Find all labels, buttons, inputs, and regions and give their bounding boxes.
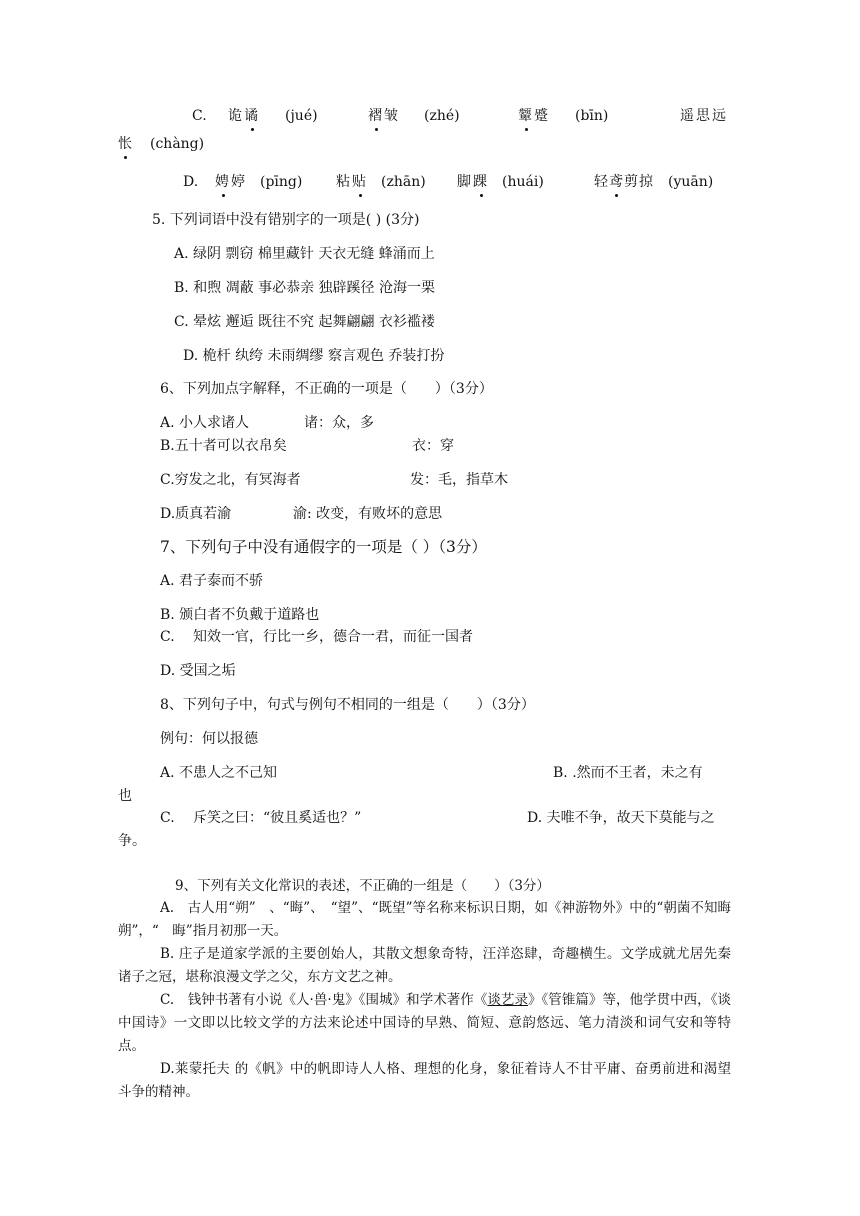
q8-example: 例句：何以报德: [160, 731, 258, 747]
q6-option-a: [0, 414, 860, 436]
q8-b-wrap: 也: [118, 788, 132, 804]
q4-d-label: D.: [183, 174, 199, 190]
q4-option-c: [0, 107, 860, 129]
q4-d-pinyin1: (pīng): [260, 174, 303, 190]
q6-option-c: [0, 471, 860, 493]
q6-c-explanation: 发：毛，指草木: [410, 472, 508, 488]
q4-c-pinyin1: (jué): [285, 108, 318, 124]
q7-c-label: C.: [160, 629, 175, 645]
q4-d-word2: 粘贴: [336, 174, 368, 190]
q7-stem: 7、下列句子中没有通假字的一项是（ ）（3分）: [160, 538, 487, 556]
q6-option-d: [0, 505, 860, 527]
q6-b-text: B.五十者可以衣帛矣: [160, 438, 287, 454]
q4-c-label: C.: [192, 108, 207, 124]
q4-d-word1: 娉婷: [215, 174, 247, 190]
q7-option-a: A. 君子泰而不骄: [160, 573, 264, 589]
q6-d-explanation: 渝: 改变，有败坏的意思: [293, 506, 443, 522]
q4-c-word2: 褶皱: [368, 108, 400, 124]
q5-stem: 5. 下列词语中没有错别字的一项是( ) (3分): [152, 212, 420, 228]
q6-c-text: C.穷发之北，有冥海者: [160, 472, 301, 488]
q8-options-cd: [0, 809, 860, 831]
q4-c-pinyin2: (zhé): [424, 108, 460, 124]
q8-b-text: B. .然而不王者，未之有: [553, 765, 703, 781]
q5-option-c: C. 晕炫 邂逅 既往不究 起舞翩翩 衣衫褴褛: [174, 314, 435, 330]
q4-c-word3: 颦蹙: [518, 108, 550, 124]
q4-option-d: [0, 173, 860, 195]
q7-c-text: 知效一官，行比一乡，德合一君，而征一国者: [193, 629, 473, 645]
q8-a-text: A. 不患人之不己知: [160, 765, 278, 781]
q4-d-pinyin2: (zhān): [381, 174, 426, 190]
q6-b-explanation: 衣：穿: [412, 438, 454, 454]
q7-option-c: [0, 628, 860, 650]
q5-option-b: B. 和煦 凋蔽 事必恭亲 独辟蹊径 沧海一栗: [174, 280, 435, 296]
q4-d-pinyin4: (yuān): [668, 174, 714, 190]
q4-d-word3: 脚踝: [457, 174, 489, 190]
q9-option-d: D.莱蒙托夫 的《帆》中的帆即诗人人格、理想的化身，象征着诗人不甘平庸、奋勇前进和渴望斗争的精神。: [118, 1061, 731, 1100]
q9-option-c: C. 钱钟书著有小说《人·兽·鬼》《围城》和学术著作《谈艺录》《管锥篇》等，他学贯中西，《谈中国诗》一文即以比较文学的方法来论述中国诗的早熟、简短、意韵悠远、笔力清淡和词气安和等特点。: [118, 992, 732, 1054]
q6-d-text: D.质真若渝: [160, 506, 232, 522]
q7-option-b: B. 颁白者不负戴于道路也: [160, 607, 320, 623]
q8-d-text: D. 夫唯不争，故天下莫能与之: [527, 810, 715, 826]
q4-c-word4b: 怅: [118, 136, 132, 152]
q4-c-word4a: 遥思远: [680, 108, 728, 124]
q6-option-b: [0, 437, 860, 459]
q8-c-label: C.: [160, 810, 175, 826]
q8-d-wrap: 争。: [118, 833, 146, 849]
q8-c-text: 斥笑之曰：“彼且奚适也？”: [193, 810, 362, 826]
q5-option-d: D. 桅杆 纨绔 未雨绸缪 察言观色 乔装打扮: [183, 348, 445, 364]
q9-option-b: B. 庄子是道家学派的主要创始人，其散文想象奇特，汪洋恣肆，奇趣横生。文学成就尤居先秦诸子之冠，堪称浪漫文学之父，东方文艺之神。: [118, 946, 731, 985]
q4-d-pinyin3: (huái): [502, 174, 544, 190]
q8-stem: 8、下列句子中，句式与例句不相同的一组是（ ）（3分）: [160, 697, 535, 713]
q7-option-d: D. 受国之垢: [160, 663, 236, 679]
q6-a-text: A. 小人求诸人: [160, 415, 250, 431]
q9-stem: 9、下列有关文化常识的表述，不正确的一组是（ ）（3分）: [175, 878, 550, 894]
q6-a-explanation: 诸：众，多: [304, 415, 374, 431]
q4-c-pinyin3: (bīn): [575, 108, 609, 124]
q9-c-underlined-title: 谈艺录: [487, 992, 528, 1008]
q4-d-word4: 轻鸢剪掠: [594, 174, 654, 190]
q5-option-a: A. 绿阴 剽窃 棉里藏针 天衣无缝 蜂涌而上: [174, 246, 435, 262]
q4-c-word1: 诡谲: [228, 108, 260, 124]
q8-options-ab: [0, 764, 860, 786]
q4-c-pinyin4: (chàng): [150, 136, 205, 152]
q4-option-c-wrap: [0, 135, 860, 157]
q9-option-a: A. 古人用“朔” 、“晦”、 “望”、“既望”等名称来标识日期，如《神游物外》中的“朝菌不知晦朔”，“ 晦”指月初那一天。: [118, 900, 731, 939]
q6-stem: 6、下列加点字解释，不正确的一项是（ ）（3分）: [160, 381, 493, 397]
